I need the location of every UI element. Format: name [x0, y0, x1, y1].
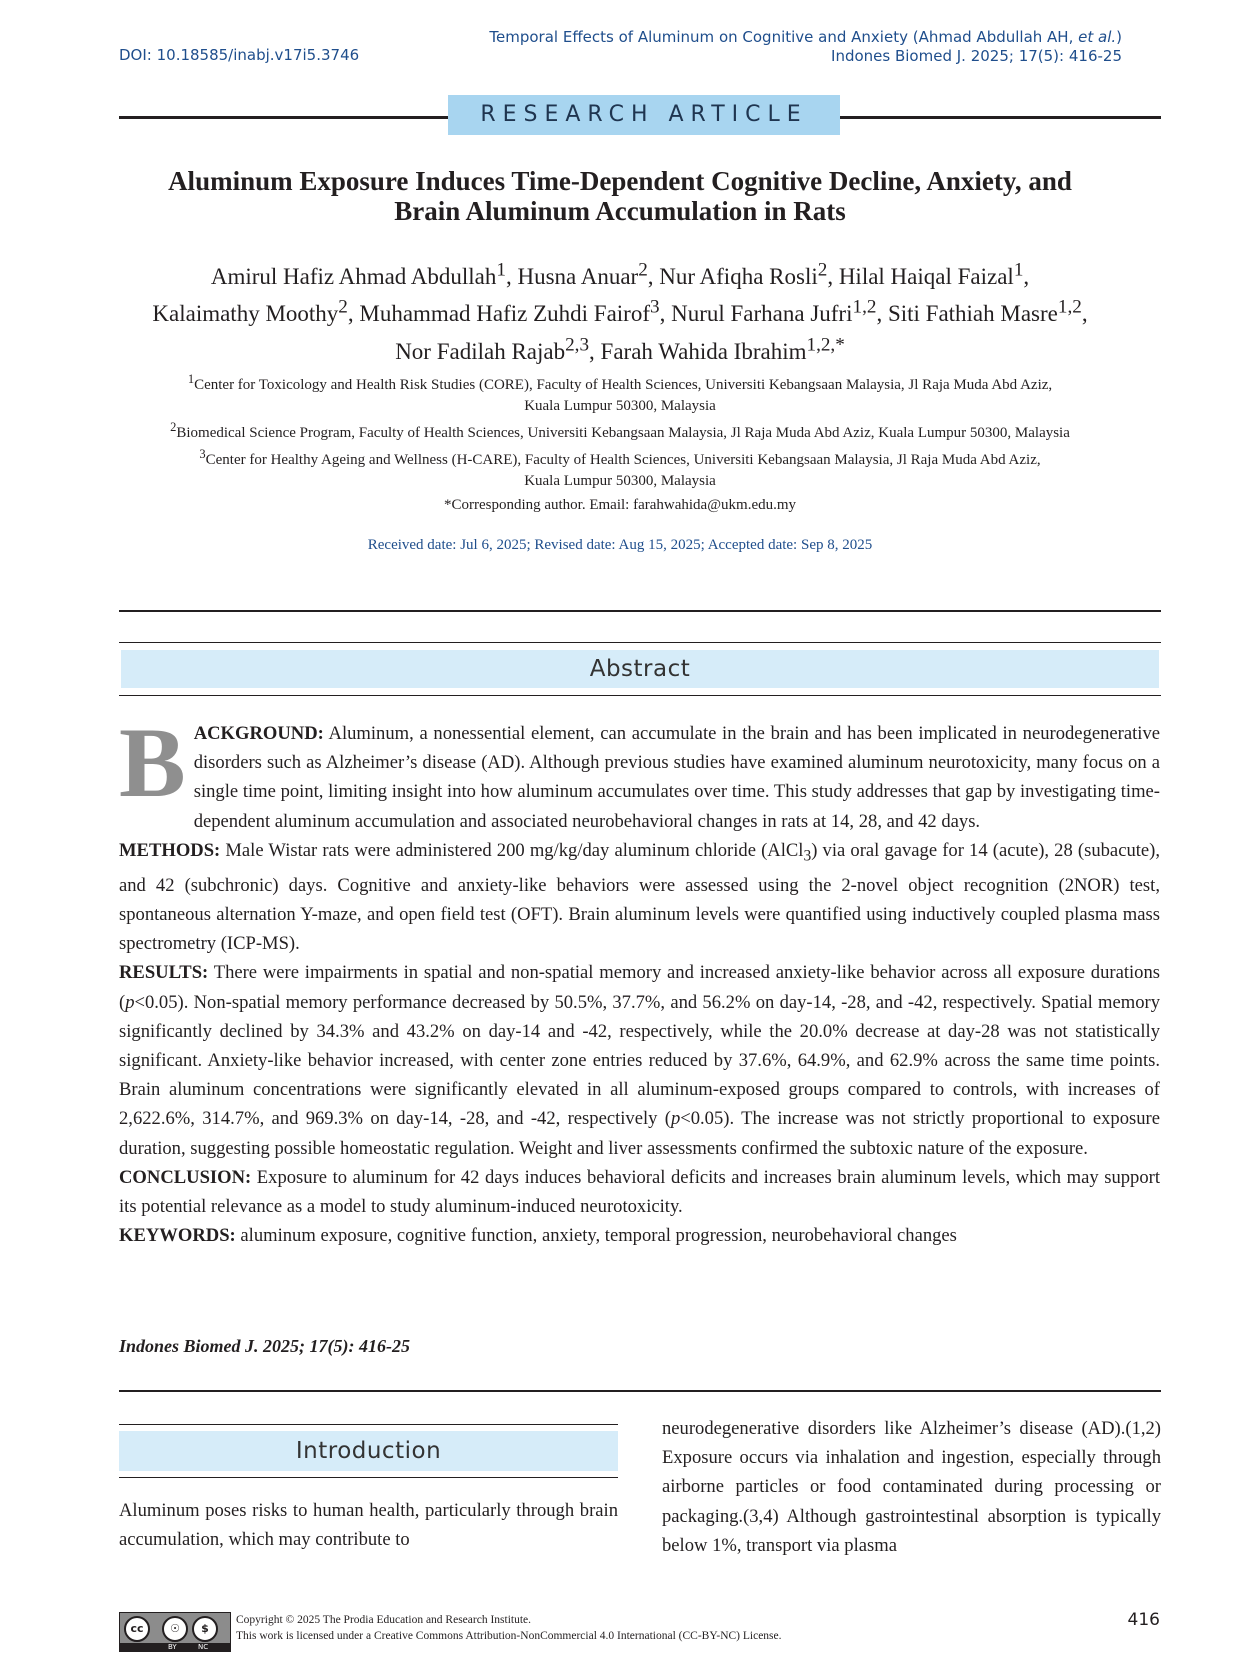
running-header [489, 28, 1122, 66]
author: Nur Afiqha Rosli$^2$, [659, 259, 839, 289]
cc-icon: cc [124, 1616, 150, 1642]
banner-rule-left [119, 116, 448, 119]
cc-license-badge[interactable] [119, 1612, 231, 1652]
cc-badge-strip [120, 1643, 230, 1651]
title-line-1: Aluminum Exposure Induces Time-Dependent Cognitive Decline, Anxiety, and [168, 166, 1072, 196]
affiliations [110, 369, 1130, 492]
introduction-left-column: Aluminum poses risks to human health, particularly through brain accumulation, which may contribute to [119, 1500, 618, 1551]
article-dates: Received date: Jul 6, 2025; Revised date: Aug 15, 2025; Accepted date: Sep 8, 2025 [367, 537, 873, 553]
abstract-body [119, 707, 1161, 1250]
introduction-right-column: neurodegenerative disorders like Alzheimer’s disease (AD).(1,2) Exposure occurs via inhalation and ingestion, especially through airborne particles or food contaminated during processing or packaging.(3,4) Although gastrointestinal absorption is typically below 1%, transport via plasma [662, 1418, 1161, 1556]
abstract-methods: METHODS: Male Wistar rats were administered 200 mg/kg/day aluminum chloride (AlCl$_3$) via oral gavage for 14 (acute), 28 (subacute), and 42 (subchronic) days. Cognitive and anxiety-like behaviors were assessed using the 2-novel object recognition (2NOR) test, spontaneous alternation Y-maze, and open field test (OFT). Brain aluminum levels were quantified using inductively coupled plasma mass spectrometry (ICP-MS). [119, 839, 1160, 955]
title-line-2: Brain Aluminum Accumulation in Rats [394, 196, 846, 226]
journal-ref: Indones Biomed J. 2025; 17(5): 416-25 [831, 47, 1122, 65]
cc-strip-by: BY [168, 1643, 177, 1651]
license-line: This work is licensed under a Creative Commons Attribution-NonCommercial 4.0 International (CC-BY-NC) License. [236, 1630, 782, 1642]
article-title [130, 166, 1110, 226]
running-title [489, 28, 1122, 47]
affiliation-1: $^1$Center for Toxicology and Health Risk Studies (CORE), Faculty of Health Sciences, Universiti Kebangsaan Malaysia, Jl Raja Muda Abd Aziz, Kuala Lumpur 50300, Malaysia [187, 372, 1053, 414]
corresponding-mark: * [835, 334, 845, 356]
abstract-heading: Abstract [121, 650, 1159, 688]
divider [119, 1477, 618, 1478]
affiliation-2: $^2$Biomedical Science Program, Faculty of Health Sciences, Universiti Kebangsaan Malaysia, Jl Raja Muda Abd Aziz, Kuala Lumpur 50300, Malaysia [170, 420, 1070, 441]
page-number: 416 [1127, 1610, 1160, 1630]
author-list [100, 254, 1140, 367]
doi: DOI: 10.18585/inabj.v17i5.3746 [119, 46, 360, 64]
nc-icon: $ [192, 1616, 218, 1642]
abstract-background: BACKGROUND: Aluminum, a nonessential element, can accumulate in the brain and has been implicated in neurodegenerative disorders such as Alzheimer’s disease (AD). Although previous studies have examined aluminum neurotoxicity, many focus on a single time point, limiting insight into how aluminum accumulates over time. This study addresses that gap by investigating time-dependent aluminum accumulation and associated neurobehavioral changes in rats at 14, 28, and 42 days. [119, 707, 1160, 832]
divider [119, 642, 1161, 643]
copyright-line: Copyright © 2025 The Prodia Education and Research Institute. [236, 1614, 532, 1626]
affiliation-3: $^3$Center for Healthy Ageing and Wellness (H-CARE), Faculty of Health Sciences, Universiti Kebangsaan Malaysia, Jl Raja Muda Abd Aziz, Kuala Lumpur 50300, Malaysia [199, 447, 1041, 489]
divider [119, 695, 1161, 696]
journal-citation: Indones Biomed J. 2025; 17(5): 416-25 [119, 1336, 410, 1356]
author: Kalaimathy Moothy$^2$, [152, 296, 360, 327]
author: Nor Fadilah Rajab$^{2,3}$, [395, 334, 601, 364]
by-icon: ☉ [162, 1616, 188, 1642]
running-title-etal: et al. [1078, 28, 1117, 46]
abstract-results: RESULTS: There were impairments in spatial and non-spatial memory and increased anxiety-like behavior across all exposure durations (p<0.05). Non-spatial memory performance decreased by 50.5%, 37.7%, and 56.2% on day-14, -28, and -42, respectively. Spatial memory significantly declined by 34.3% and 43.2% on day-14 and -42, respectively, while the 20.0% decrease at day-28 was not statistically significant. Anxiety-like behavior increased, with center zone entries reduced by 37.6%, 64.9%, and 62.9% across the same time points. Brain aluminum concentrations were significantly elevated in all aluminum-exposed groups compared to controls, with increases of 2,622.6%, 314.7%, and 969.3% on day-14, -28, and -42, respectively (p<0.05). The increase was not strictly proportional to exposure duration, suggesting possible homeostatic regulation. Weight and liver assessments confirmed the subtoxic nature of the exposure. [119, 962, 1161, 1159]
article-type-banner: RESEARCH ARTICLE [448, 95, 840, 135]
dropcap: B [119, 707, 186, 818]
divider [119, 1424, 618, 1425]
running-title-suffix: ) [1116, 28, 1122, 46]
author: Husna Anuar$^2$, [517, 259, 660, 289]
author: Muhammad Hafiz Zuhdi Fairof$^3$, [359, 296, 672, 327]
banner-rule-right [840, 116, 1161, 119]
divider [119, 610, 1161, 612]
author: Farah Wahida Ibrahim$^{1,2,*}$ [600, 334, 845, 364]
corresponding-author: *Corresponding author. Email: farahwahida@ukm.edu.my [443, 497, 797, 513]
author: Hilal Haiqal Faizal$^1$, [838, 259, 1030, 289]
author: Siti Fathiah Masre$^{1,2}$, [887, 296, 1088, 327]
running-title-text: Temporal Effects of Aluminum on Cognitive and Anxiety (Ahmad Abdullah AH, [489, 28, 1079, 46]
abstract-conclusion: CONCLUSION: Exposure to aluminum for 42 days induces behavioral deficits and increases brain aluminum levels, which may support its potential relevance as a model to study aluminum-induced neurotoxicity. [119, 1166, 1160, 1217]
copyright-notice [236, 1612, 782, 1644]
author: Amirul Hafiz Ahmad Abdullah$^1$, [210, 259, 518, 289]
divider [119, 1390, 1161, 1392]
abstract-keywords: KEYWORDS: aluminum exposure, cognitive function, anxiety, temporal progression, neurobehavioral changes [119, 1225, 957, 1247]
author: Nurul Farhana Jufri$^{1,2}$, [671, 296, 888, 327]
introduction-heading: Introduction [119, 1431, 618, 1471]
cc-strip-nc: NC [198, 1643, 209, 1651]
